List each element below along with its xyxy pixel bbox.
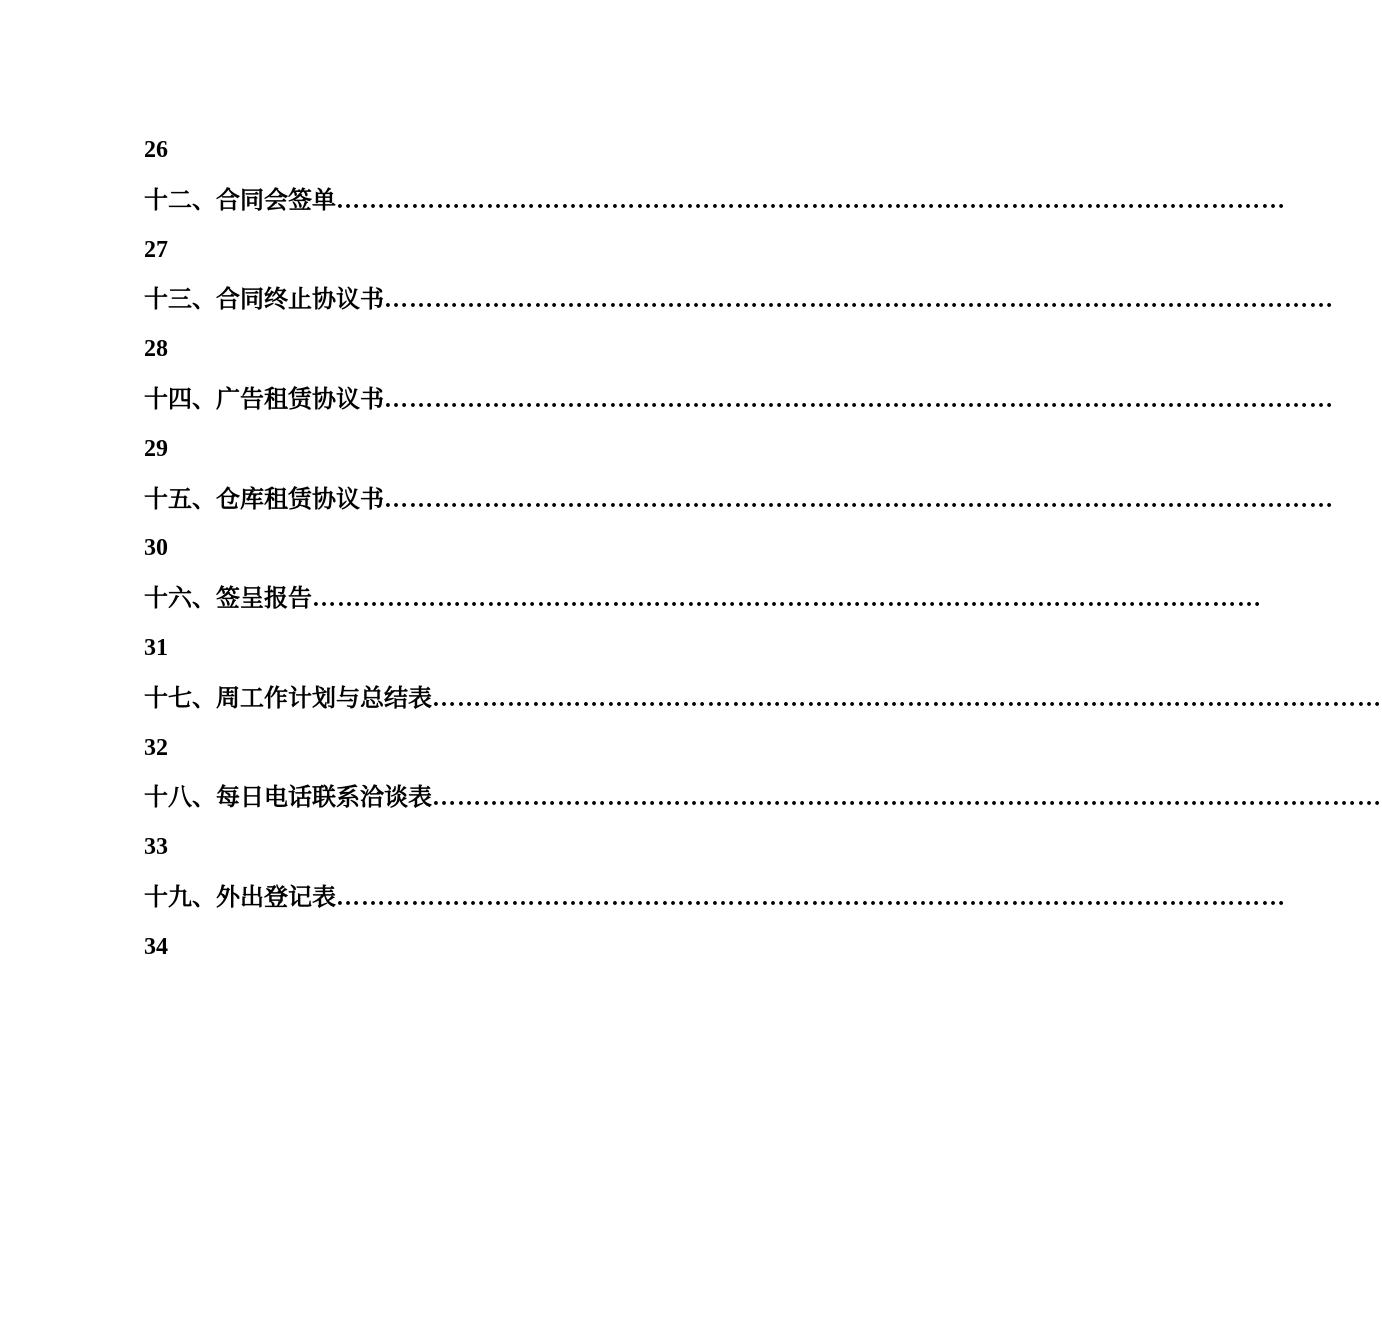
toc-dot-leader: …………………………………………………………………………………………………… [336, 187, 1286, 214]
toc-entry [144, 481, 1334, 531]
toc-entry-title: 十二、合同会签单 [144, 185, 336, 214]
toc-page-number: 27 [144, 236, 168, 263]
toc-entry-title: 十五、仓库租赁协议书 [144, 484, 384, 513]
toc-entry [144, 281, 1334, 331]
toc-page-number: 34 [144, 933, 168, 960]
toc-entry [144, 580, 1262, 630]
toc-page-number: 29 [144, 435, 168, 462]
toc-page-number: 26 [144, 137, 168, 163]
toc-entry-title: 十三、合同终止协议书 [144, 285, 384, 314]
toc-entry [144, 680, 1382, 730]
toc-dot-leader: …………………………………………………………………………………………………… [312, 586, 1262, 613]
toc-dot-leader: …………………………………………………………………………………………………… [432, 785, 1382, 812]
toc-dot-leader: …………………………………………………………………………………………………… [432, 685, 1382, 712]
toc-dot-leader: …………………………………………………………………………………………………… [384, 486, 1334, 513]
toc-entry [144, 381, 1334, 431]
toc-page-number: 32 [144, 734, 168, 761]
toc-entry-title: 十四、广告租赁协议书 [144, 384, 384, 413]
table-of-contents [144, 132, 1382, 979]
toc-entry-title: 十七、周工作计划与总结表 [144, 683, 432, 712]
toc-entry [144, 779, 1382, 829]
toc-dot-leader: …………………………………………………………………………………………………… [336, 884, 1286, 911]
toc-entry-title: 十六、签呈报告 [144, 584, 312, 613]
toc-entry [144, 879, 1286, 929]
toc-entry-title: 十九、外出登记表 [144, 882, 336, 911]
toc-page-number: 30 [144, 535, 168, 562]
toc-page-number: 28 [144, 336, 168, 363]
toc-page-number: 31 [144, 634, 168, 661]
toc-entry-title: 十八、每日电话联系洽谈表 [144, 783, 432, 812]
toc-entry [144, 182, 1286, 232]
toc-page-number: 33 [144, 834, 168, 861]
toc-dot-leader: …………………………………………………………………………………………………… [384, 287, 1334, 314]
toc-dot-leader: …………………………………………………………………………………………………… [384, 386, 1334, 413]
